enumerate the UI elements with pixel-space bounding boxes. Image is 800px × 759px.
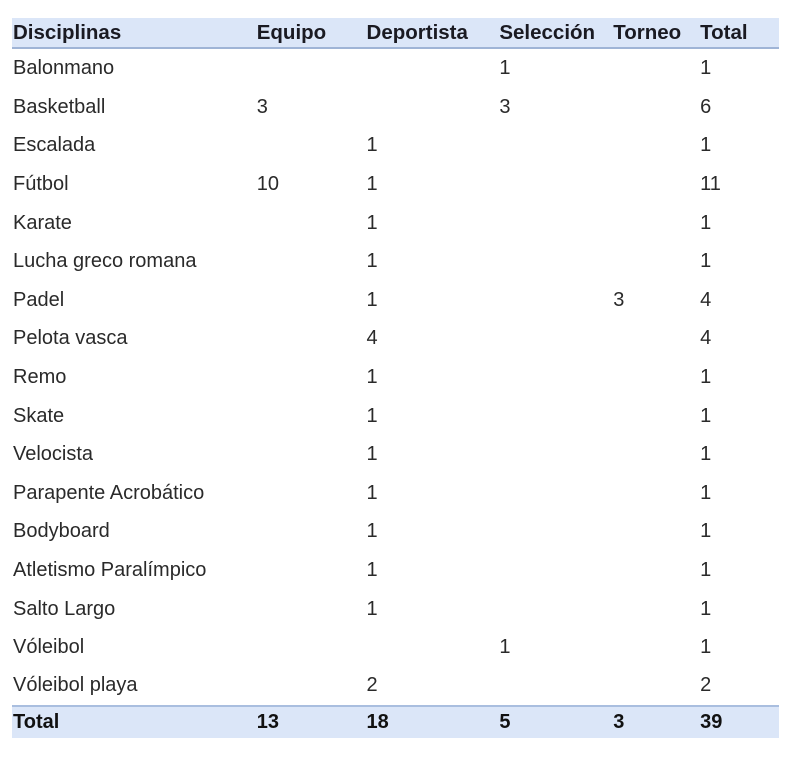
discipline-cell: Padel [13,288,65,311]
discipline-cell: Lucha greco romana [13,250,197,273]
seleccion-cell [499,474,613,513]
seleccion-cell [499,551,613,590]
seleccion-cell [499,435,613,474]
torneo-cell [613,242,700,281]
totals-row [12,706,779,738]
seleccion-cell [499,281,613,320]
discipline-cell: Parapente Acrobático [13,481,205,504]
equipo-cell [257,281,367,320]
column-header-total: Total [700,18,779,48]
table-row [12,127,779,166]
equipo-cell [257,667,367,706]
table-row [12,397,779,436]
total-cell: 4 [700,327,712,350]
equipo-cell [257,204,367,243]
seleccion-cell: 3 [499,95,511,118]
equipo-cell: 3 [256,95,268,118]
torneo-cell: 3 [613,288,625,311]
seleccion-cell [499,397,613,436]
discipline-cell: Atletismo Paralímpico [13,558,207,581]
table-row [12,628,779,667]
deportista-cell: 1 [366,443,378,466]
total-cell: 1 [700,636,712,659]
discipline-cell: Basketball [13,95,106,118]
total-cell: 1 [700,211,712,234]
seleccion-cell [499,513,613,552]
equipo-cell [257,320,367,359]
deportista-cell [367,88,500,127]
discipline-cell: Vóleibol [13,636,85,659]
seleccion-cell [499,667,613,706]
seleccion-cell [499,590,613,629]
equipo-cell [257,242,367,281]
torneo-cell [613,165,700,204]
total-cell: 1 [700,520,712,543]
column-header-deportista: Deportista [367,18,500,48]
torneo-cell [613,358,700,397]
table-row [12,513,779,552]
table-row [12,165,779,204]
total-cell: 1 [700,597,712,620]
deportista-cell: 1 [366,597,378,620]
totals-total: 39 [700,706,779,738]
total-cell: 1 [700,558,712,581]
seleccion-cell [499,358,613,397]
deportista-cell: 1 [366,481,378,504]
totals-equipo: 13 [257,706,367,738]
seleccion-cell [499,242,613,281]
deportista-cell: 1 [366,250,378,273]
discipline-cell: Salto Largo [13,597,116,620]
seleccion-cell: 1 [499,57,511,79]
table-row [12,474,779,513]
table-row [12,204,779,243]
deportista-cell: 2 [366,674,378,697]
table-row [12,281,779,320]
equipo-cell [257,513,367,552]
equipo-cell: 10 [256,172,279,195]
table-row [12,551,779,590]
torneo-cell [613,551,700,590]
total-cell: 1 [700,404,712,427]
table-row [12,358,779,397]
seleccion-cell: 1 [499,636,511,659]
deportista-cell [367,48,500,88]
table-row [12,590,779,629]
discipline-cell: Velocista [13,443,94,466]
discipline-cell: Karate [13,211,72,234]
deportista-cell: 1 [366,134,378,157]
total-cell: 1 [700,134,712,157]
equipo-cell [257,397,367,436]
deportista-cell: 1 [366,288,378,311]
disciplines-table [12,18,779,738]
table-row [12,435,779,474]
deportista-cell: 1 [366,520,378,543]
torneo-cell [613,435,700,474]
torneo-cell [613,88,700,127]
total-cell: 1 [700,365,712,388]
equipo-cell [257,628,367,667]
seleccion-cell [499,204,613,243]
total-cell: 11 [700,172,721,195]
equipo-cell [257,590,367,629]
discipline-cell: Balonmano [13,57,115,79]
torneo-cell [613,513,700,552]
torneo-cell [613,474,700,513]
seleccion-cell [499,127,613,166]
deportista-cell: 1 [366,211,378,234]
discipline-cell: Skate [13,404,65,427]
seleccion-cell [499,320,613,359]
torneo-cell [613,667,700,706]
equipo-cell [257,358,367,397]
deportista-cell: 1 [366,365,378,388]
deportista-cell: 1 [366,558,378,581]
table-row [12,88,779,127]
discipline-cell: Escalada [13,134,96,157]
discipline-cell: Vóleibol playa [13,674,138,697]
totals-torneo: 3 [613,706,700,738]
seleccion-cell [499,165,613,204]
table-row [12,48,779,88]
deportista-cell [367,628,500,667]
table-row [12,320,779,359]
torneo-cell [613,397,700,436]
equipo-cell [257,435,367,474]
total-cell: 4 [700,288,712,311]
torneo-cell [613,628,700,667]
column-header-torneo: Torneo [613,18,700,48]
equipo-cell [257,551,367,590]
discipline-cell: Bodyboard [13,520,110,543]
totals-deportista: 18 [367,706,500,738]
equipo-cell [257,127,367,166]
totals-seleccion: 5 [499,706,613,738]
deportista-cell: 4 [366,327,378,350]
deportista-cell: 1 [366,172,378,195]
totals-label: Total [12,706,257,738]
total-cell: 1 [700,250,712,273]
total-cell: 6 [700,95,712,118]
total-cell: 1 [700,57,712,79]
torneo-cell [613,204,700,243]
column-header-seleccion: Selección [499,18,613,48]
torneo-cell [613,320,700,359]
table-row [12,667,779,706]
discipline-cell: Pelota vasca [13,327,128,350]
discipline-cell: Fútbol [13,172,69,195]
total-cell: 1 [700,481,712,504]
total-cell: 2 [700,674,712,697]
table-row [12,242,779,281]
torneo-cell [613,127,700,166]
column-header-disciplinas: Disciplinas [12,18,257,48]
torneo-cell [613,48,700,88]
deportista-cell: 1 [366,404,378,427]
column-header-equipo: Equipo [257,18,367,48]
discipline-cell: Remo [13,365,67,388]
table-header-row [12,18,779,48]
total-cell: 1 [700,443,712,466]
equipo-cell [257,48,367,88]
equipo-cell [257,474,367,513]
torneo-cell [613,590,700,629]
